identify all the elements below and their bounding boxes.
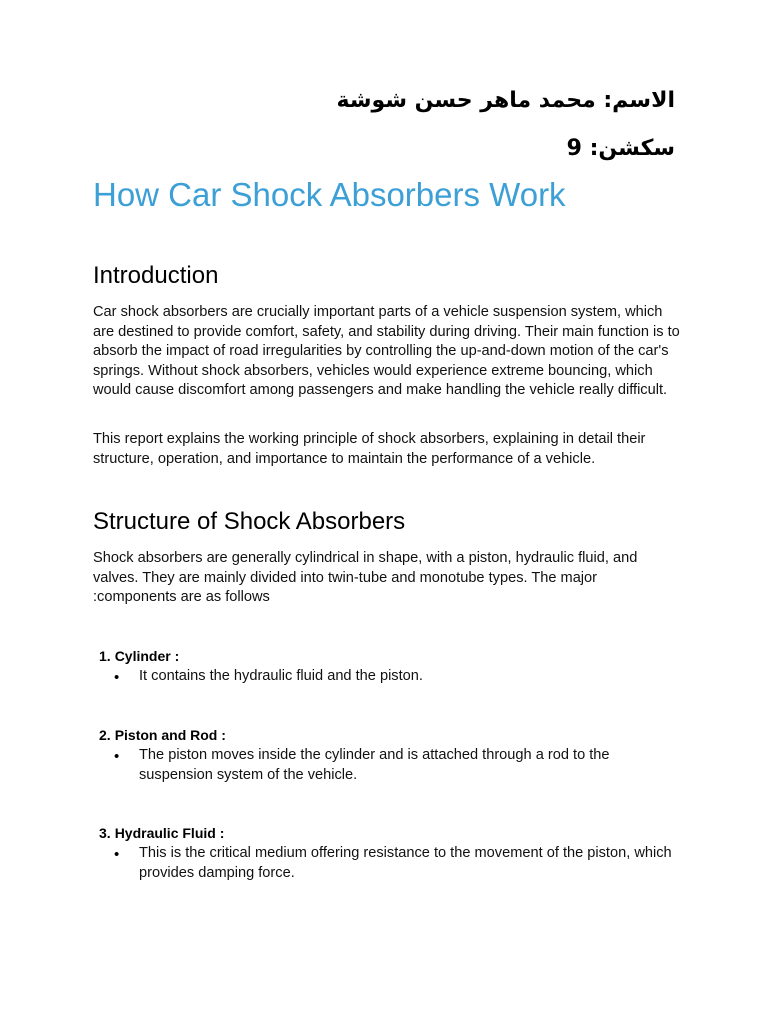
component-number: 2. (99, 727, 111, 743)
introduction-heading: Introduction (93, 262, 219, 289)
component-title (99, 825, 224, 841)
component-description: It contains the hydraulic fluid and the piston. (139, 668, 423, 684)
component-name: Hydraulic Fluid : (114, 825, 225, 841)
component-name: Piston and Rod : (114, 727, 226, 743)
introduction-paragraph-1: Car shock absorbers are crucially important parts of a vehicle suspension system, which are destined to provide comfort, safety, and stability during driving. Their main function is to absorb the impact of road irregularities by controlling the up-and-down motion of the car's springs. Without shock absorbers, vehicles would experience extreme bouncing, which would cause discomfort among passengers and make handling the vehicle really difficult. (93, 304, 680, 399)
student-name: الاسم: محمد ماهر حسن شوشة (336, 88, 675, 113)
bullet-icon: • (114, 846, 120, 863)
bullet-icon: • (114, 748, 120, 765)
component-number: 1. (99, 648, 111, 664)
component-description: This is the critical medium offering resistance to the movement of the piston, which provides damping force. (139, 845, 672, 881)
introduction-paragraph-2: This report explains the working principle of shock absorbers, explaining in detail their structure, operation, and importance to maintain the performance of a vehicle. (93, 431, 646, 467)
component-description: The piston moves inside the cylinder and is attached through a rod to the suspension system of the vehicle. (139, 747, 610, 783)
structure-heading: Structure of Shock Absorbers (93, 508, 406, 535)
component-number: 3. (99, 825, 111, 841)
component-title (99, 648, 179, 664)
component-name: Cylinder : (114, 648, 180, 664)
bullet-icon: • (114, 669, 120, 686)
section-number: سكشن: 9 (566, 136, 675, 161)
document-title: How Car Shock Absorbers Work (93, 176, 566, 213)
structure-paragraph: Shock absorbers are generally cylindrical in shape, with a piston, hydraulic fluid, and valves. They are mainly divided into twin-tube and monotube types. The major :components are as follows (93, 550, 638, 606)
component-title (99, 727, 226, 743)
